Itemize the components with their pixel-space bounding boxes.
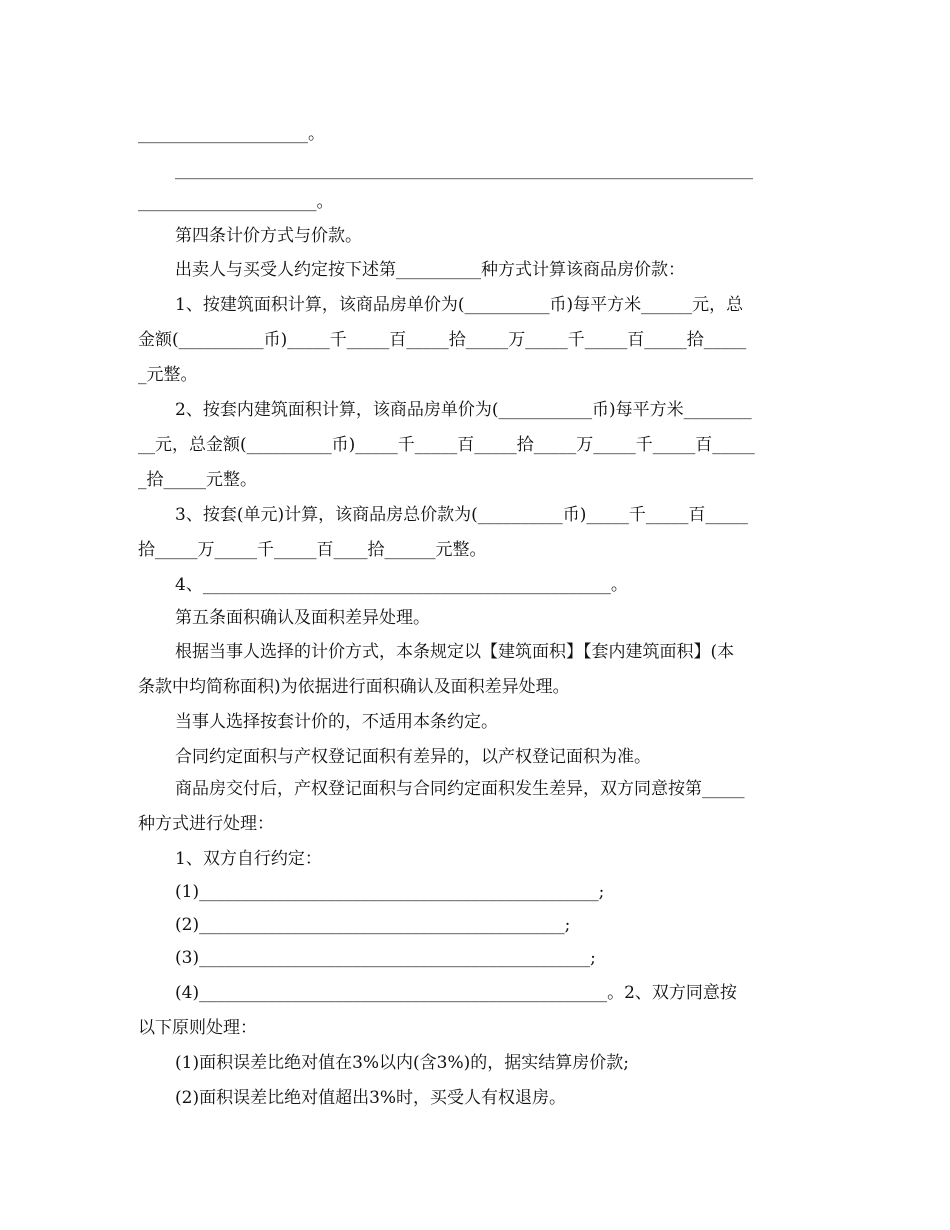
article-heading: 第五条面积确认及面积差异处理。 <box>175 608 430 628</box>
text-line: (4)________________________________________________。2、双方同意按 <box>175 983 737 1003</box>
text-line: 拾_____万_____千_____百____拾______元整。 <box>138 540 487 560</box>
text-line: _____________________。 <box>138 192 334 212</box>
text-line: 出卖人与买受人约定按下述第__________种方式计算该商品房价款： <box>175 260 685 280</box>
text-line: 根据当事人选择的计价方式，本条规定以【建筑面积】【套内建筑面积】(本 <box>175 642 735 662</box>
text-line: (2)面积误差比绝对值超出3%时，买受人有权退房。 <box>175 1088 567 1108</box>
text-line: 以下原则处理： <box>138 1018 257 1038</box>
article-heading: 第四条计价方式与价款。 <box>175 226 362 246</box>
text-line: 1、按建筑面积计算，该商品房单价为(__________币)每平方米______元，总 <box>175 295 744 315</box>
text-line: (1)_______________________________________________; <box>175 882 605 902</box>
text-line: (2)___________________________________________; <box>175 915 571 935</box>
text-line: 3、按套(单元)计算，该商品房总价款为(__________币)_____千_____百_____ <box>175 505 748 525</box>
text-line: 当事人选择按套计价的，不适用本条约定。 <box>175 712 498 732</box>
text-line: 商品房交付后，产权登记面积与合同约定面积发生差异，双方同意按第_____ <box>175 779 745 799</box>
text-line: _拾_____元整。 <box>138 470 257 490</box>
text-line: _元整。 <box>138 365 198 385</box>
text-line: 条款中均简称面积)为依据进行面积确认及面积差异处理。 <box>138 677 570 697</box>
text-line: __元，总金额(__________币)_____千_____百_____拾_____万_____千_____百_____ <box>138 435 755 455</box>
text-line: 4、________________________________________________。 <box>175 575 628 595</box>
text-line: ____________________。 <box>138 124 325 144</box>
text-line: 种方式进行处理： <box>138 814 274 834</box>
text-line: (3)______________________________________________; <box>175 948 596 968</box>
text-line: 2、按套内建筑面积计算，该商品房单价为(___________币)每平方米________ <box>175 400 752 420</box>
text-line: 1、双方自行约定： <box>175 849 322 869</box>
text-line: ____________________________________________________________________ <box>175 160 753 180</box>
text-line: 合同约定面积与产权登记面积有差异的，以产权登记面积为准。 <box>175 747 651 767</box>
text-line: (1)面积误差比绝对值在3%以内(含3%)的，据实结算房价款; <box>175 1053 630 1073</box>
text-line: 金额(__________币)_____千_____百_____拾_____万_____千_____百_____拾_____ <box>138 330 747 350</box>
